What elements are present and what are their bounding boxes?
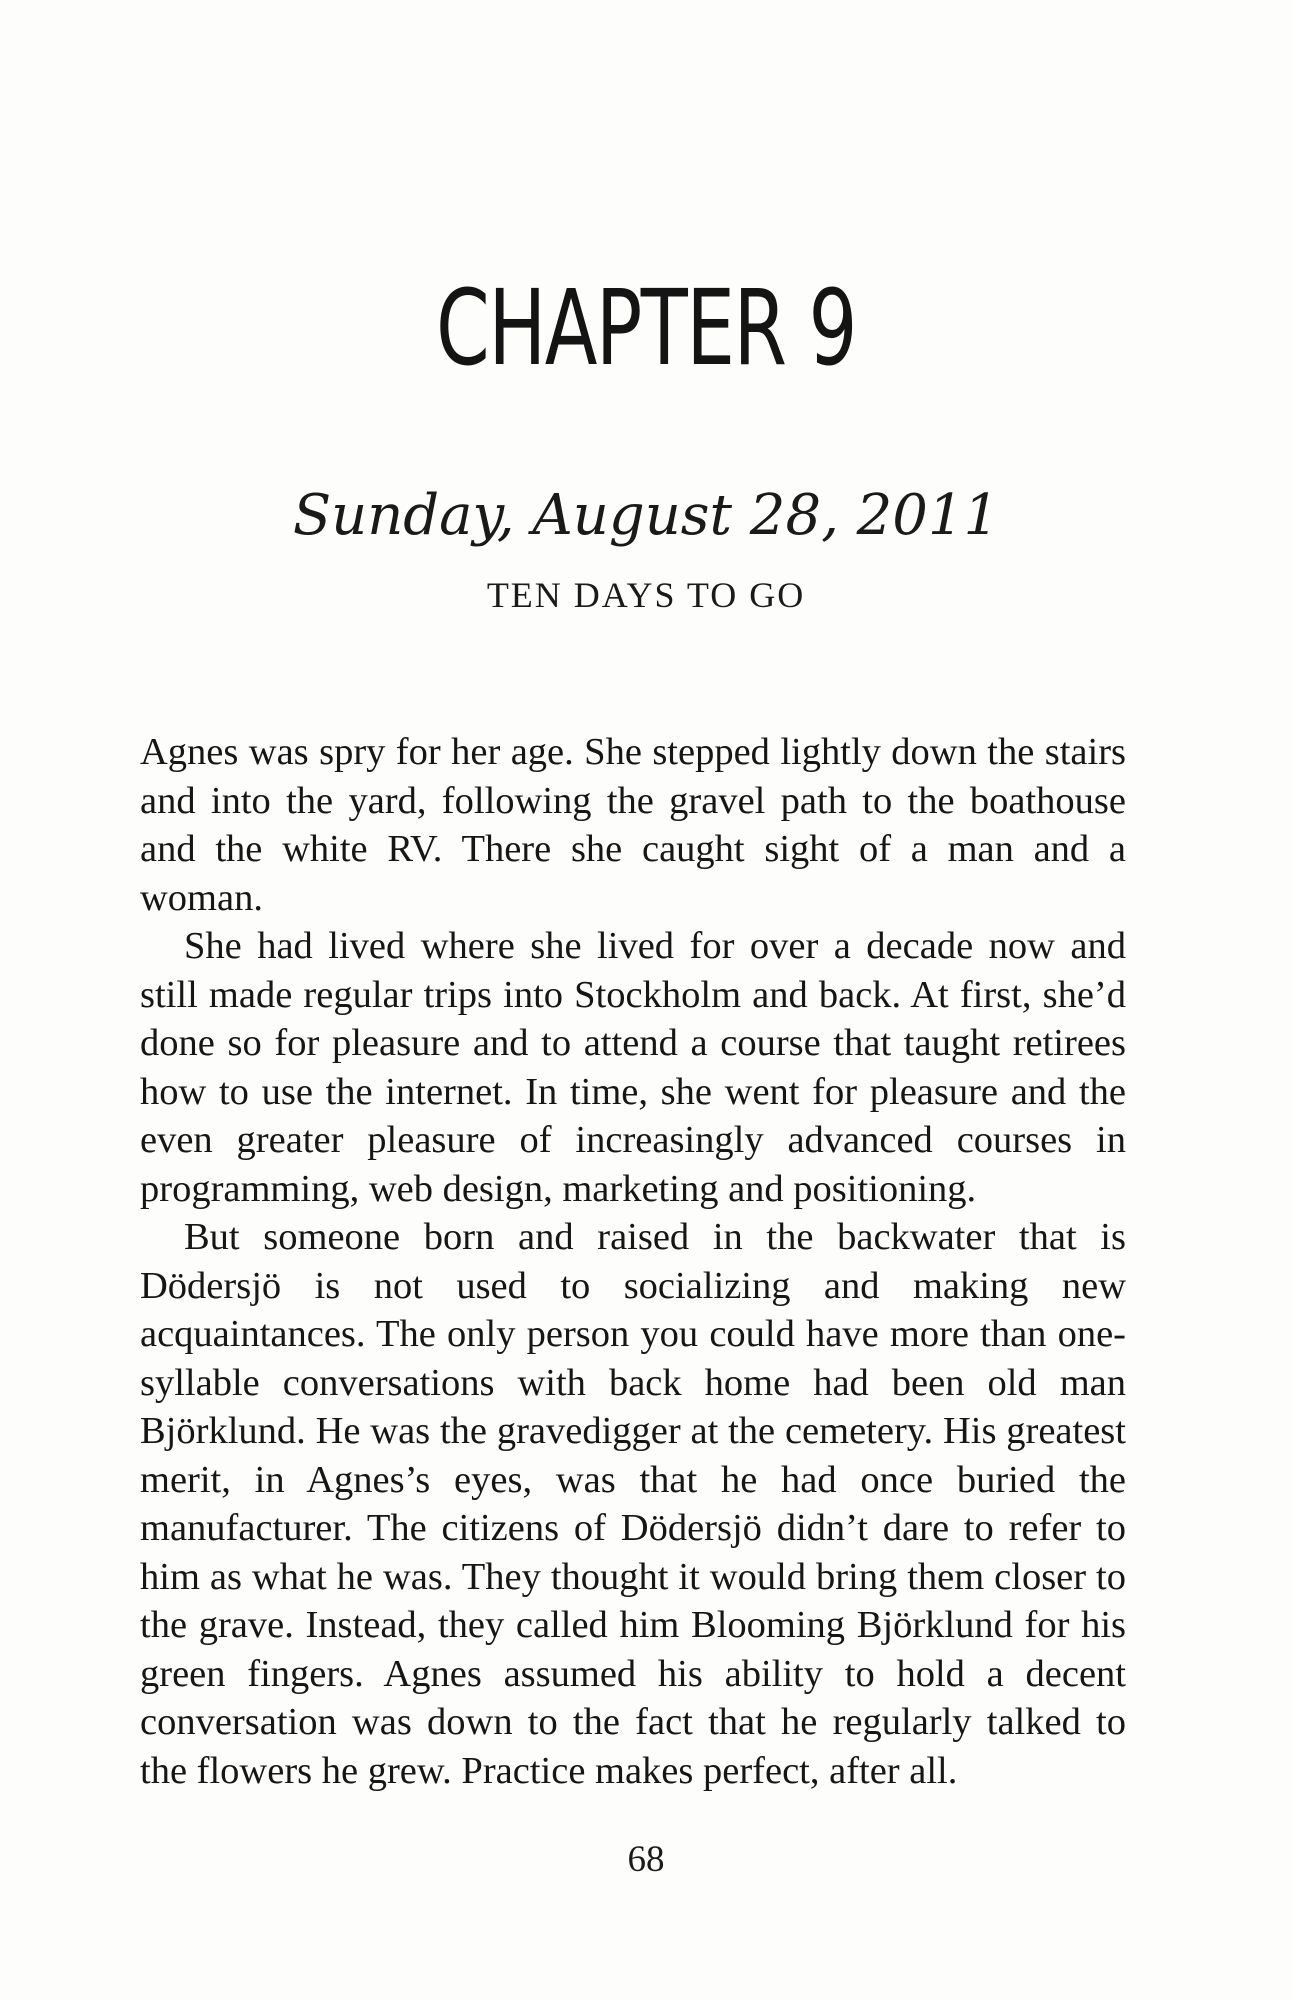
paragraph-1: Agnes was spry for her age. She stepped lightly down the stairs and into the yard, following the gravel path to the boathouse and the white RV. There she caught sight of a man and a woman.	[140, 731, 1126, 919]
chapter-countdown: TEN DAYS TO GO	[486, 575, 806, 615]
chapter-date: Sunday, August 28, 2011	[292, 483, 1000, 548]
paragraph-3: But someone born and raised in the backwater that is Dödersjö is not used to socializing and making new acquaintances. The only person you could have more than one-syllable conversations with back home had been old man Björklund. He was the gravedigger at the cemetery. His greatest merit, in Agnes’s eyes, was that he had once buried the manufacturer. The citizens of Dödersjö didn’t dare to refer to him as what he was. They thought it would bring them closer to the grave. Instead, they called him Blooming Björklund for his green fingers. Agnes assumed his ability to hold a decent conversation was down to the fact that he regularly talked to the flowers he grew. Practice makes perfect, after all.	[140, 1216, 1126, 1792]
page-number: 68	[627, 1839, 665, 1880]
paragraph-2: She had lived where she lived for over a decade now and still made regular trips into Stockholm and back. At first, she’d done so for pleasure and to attend a course that taught retirees how to use the internet. In time, she went for pleasure and the even greater pleasure of increasingly advanced courses in programming, web design, marketing and positioning.	[140, 925, 1126, 1210]
chapter-title: CHAPTER 9	[436, 267, 856, 389]
chapter-body	[140, 728, 1126, 1795]
